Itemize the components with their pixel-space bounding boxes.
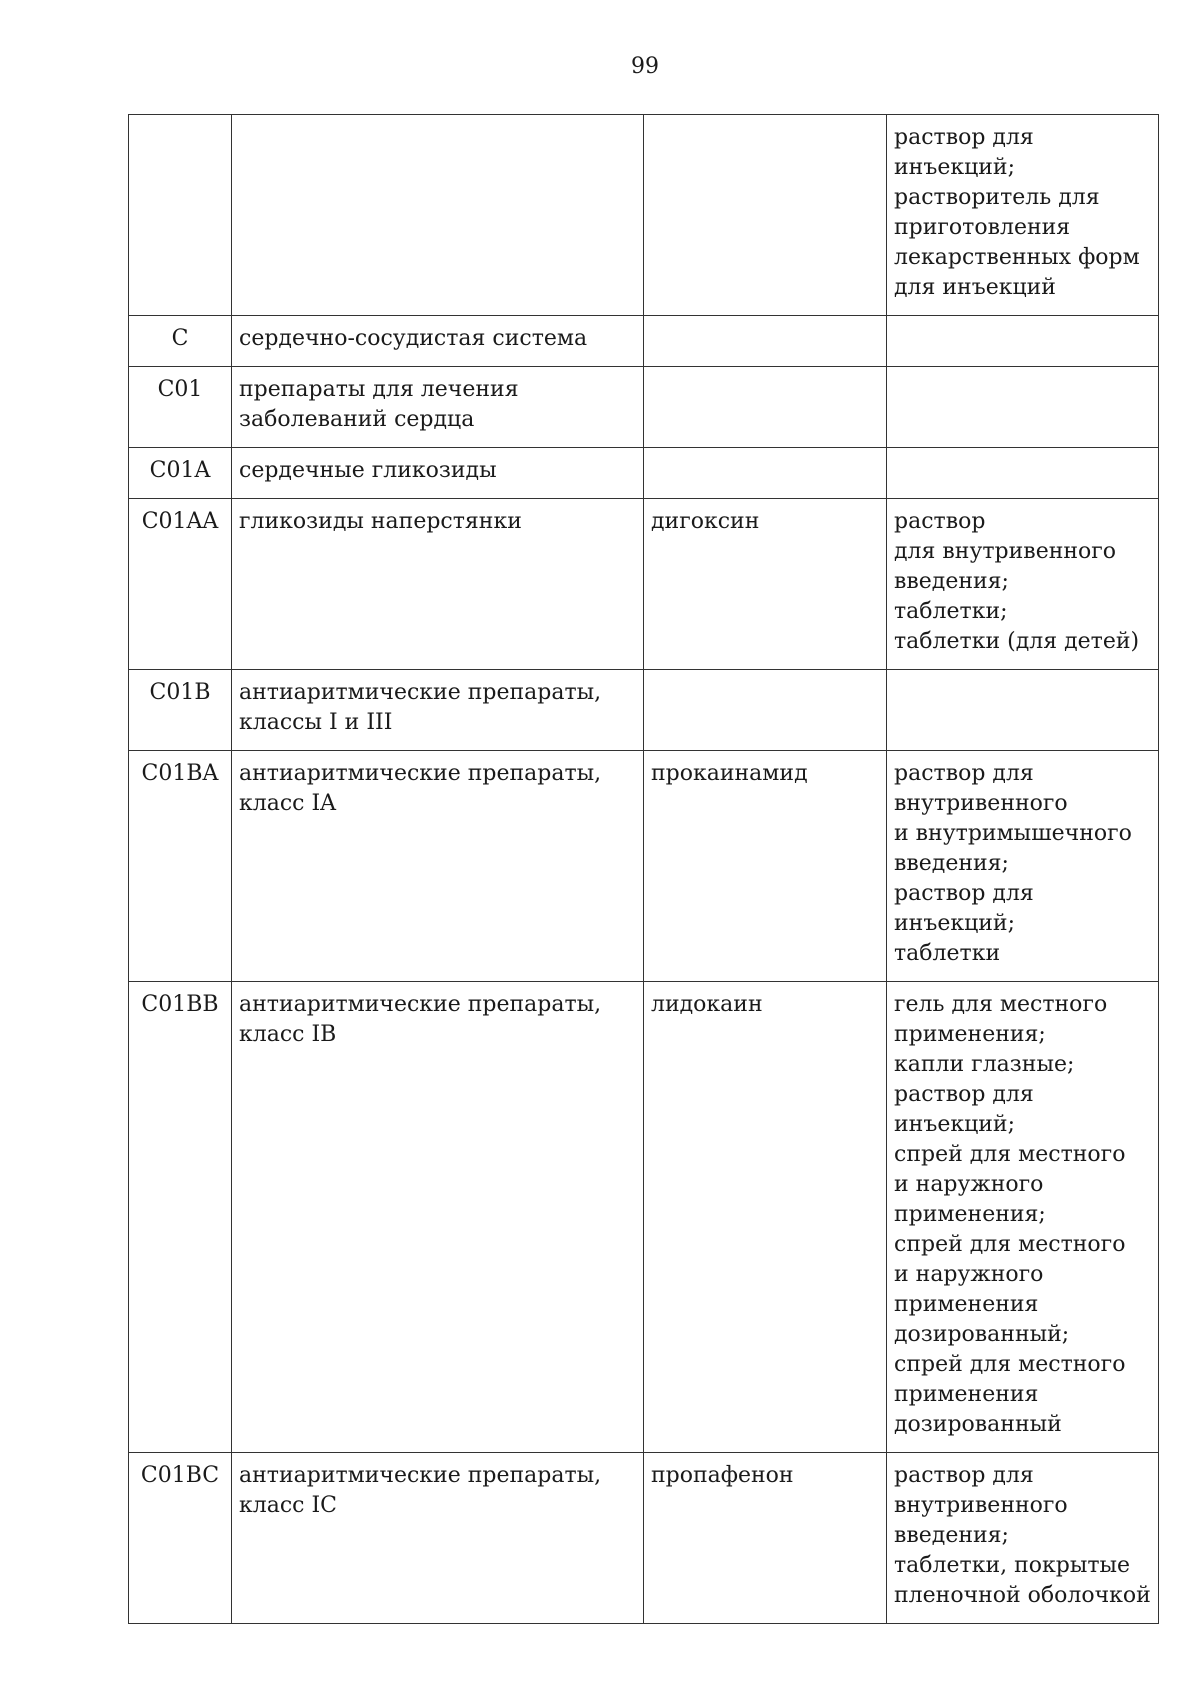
- drug-name-cell: дигоксин: [644, 499, 887, 670]
- anatomical-group-cell: препараты для лечения заболеваний сердца: [232, 367, 644, 448]
- dosage-forms-cell: [887, 316, 1159, 367]
- dosage-forms-cell: раствор для внутривенного и внутримышечного введения; раствор для инъекций; таблетки: [887, 751, 1159, 982]
- table-row: [129, 115, 1159, 316]
- anatomical-group-cell: антиаритмические препараты, класс IB: [232, 982, 644, 1453]
- drug-name-cell: прокаинамид: [644, 751, 887, 982]
- anatomical-group-cell: антиаритмические препараты, класс IA: [232, 751, 644, 982]
- table-row: [129, 751, 1159, 982]
- atc-code-cell: C01BA: [129, 751, 232, 982]
- atc-code-cell: C01AA: [129, 499, 232, 670]
- atc-code-cell: C: [129, 316, 232, 367]
- table-row: [129, 1453, 1159, 1624]
- page-number: 99: [631, 54, 659, 79]
- drug-name-cell: [644, 316, 887, 367]
- atc-code-cell: C01A: [129, 448, 232, 499]
- table-row: [129, 982, 1159, 1453]
- anatomical-group-cell: гликозиды наперстянки: [232, 499, 644, 670]
- atc-code-cell: [129, 115, 232, 316]
- drug-classification-table: [128, 114, 1159, 1624]
- drug-name-cell: [644, 115, 887, 316]
- anatomical-group-cell: антиаритмические препараты, класс IC: [232, 1453, 644, 1624]
- dosage-forms-cell: раствор для внутривенного введения; таблетки; таблетки (для детей): [887, 499, 1159, 670]
- atc-code-cell: C01: [129, 367, 232, 448]
- table-row: [129, 448, 1159, 499]
- anatomical-group-cell: сердечные гликозиды: [232, 448, 644, 499]
- atc-code-cell: C01BB: [129, 982, 232, 1453]
- dosage-forms-cell: [887, 448, 1159, 499]
- anatomical-group-cell: [232, 115, 644, 316]
- dosage-forms-cell: [887, 670, 1159, 751]
- drug-name-cell: [644, 670, 887, 751]
- atc-code-cell: C01BC: [129, 1453, 232, 1624]
- anatomical-group-cell: антиаритмические препараты, классы I и III: [232, 670, 644, 751]
- table-row: [129, 367, 1159, 448]
- drug-name-cell: лидокаин: [644, 982, 887, 1453]
- table-row: [129, 316, 1159, 367]
- drug-name-cell: пропафенон: [644, 1453, 887, 1624]
- atc-code-cell: C01B: [129, 670, 232, 751]
- dosage-forms-cell: раствор для инъекций; растворитель для приготовления лекарственных форм для инъекций: [887, 115, 1159, 316]
- drug-name-cell: [644, 448, 887, 499]
- dosage-forms-cell: [887, 367, 1159, 448]
- table-row: [129, 670, 1159, 751]
- anatomical-group-cell: сердечно-сосудистая система: [232, 316, 644, 367]
- table-row: [129, 499, 1159, 670]
- dosage-forms-cell: раствор для внутривенного введения; таблетки, покрытые пленочной оболочкой: [887, 1453, 1159, 1624]
- drug-name-cell: [644, 367, 887, 448]
- dosage-forms-cell: гель для местного применения; капли глазные; раствор для инъекций; спрей для местного и наружного применения; спрей для местного и наружного применения дозированный; спрей для местного применения дозированный: [887, 982, 1159, 1453]
